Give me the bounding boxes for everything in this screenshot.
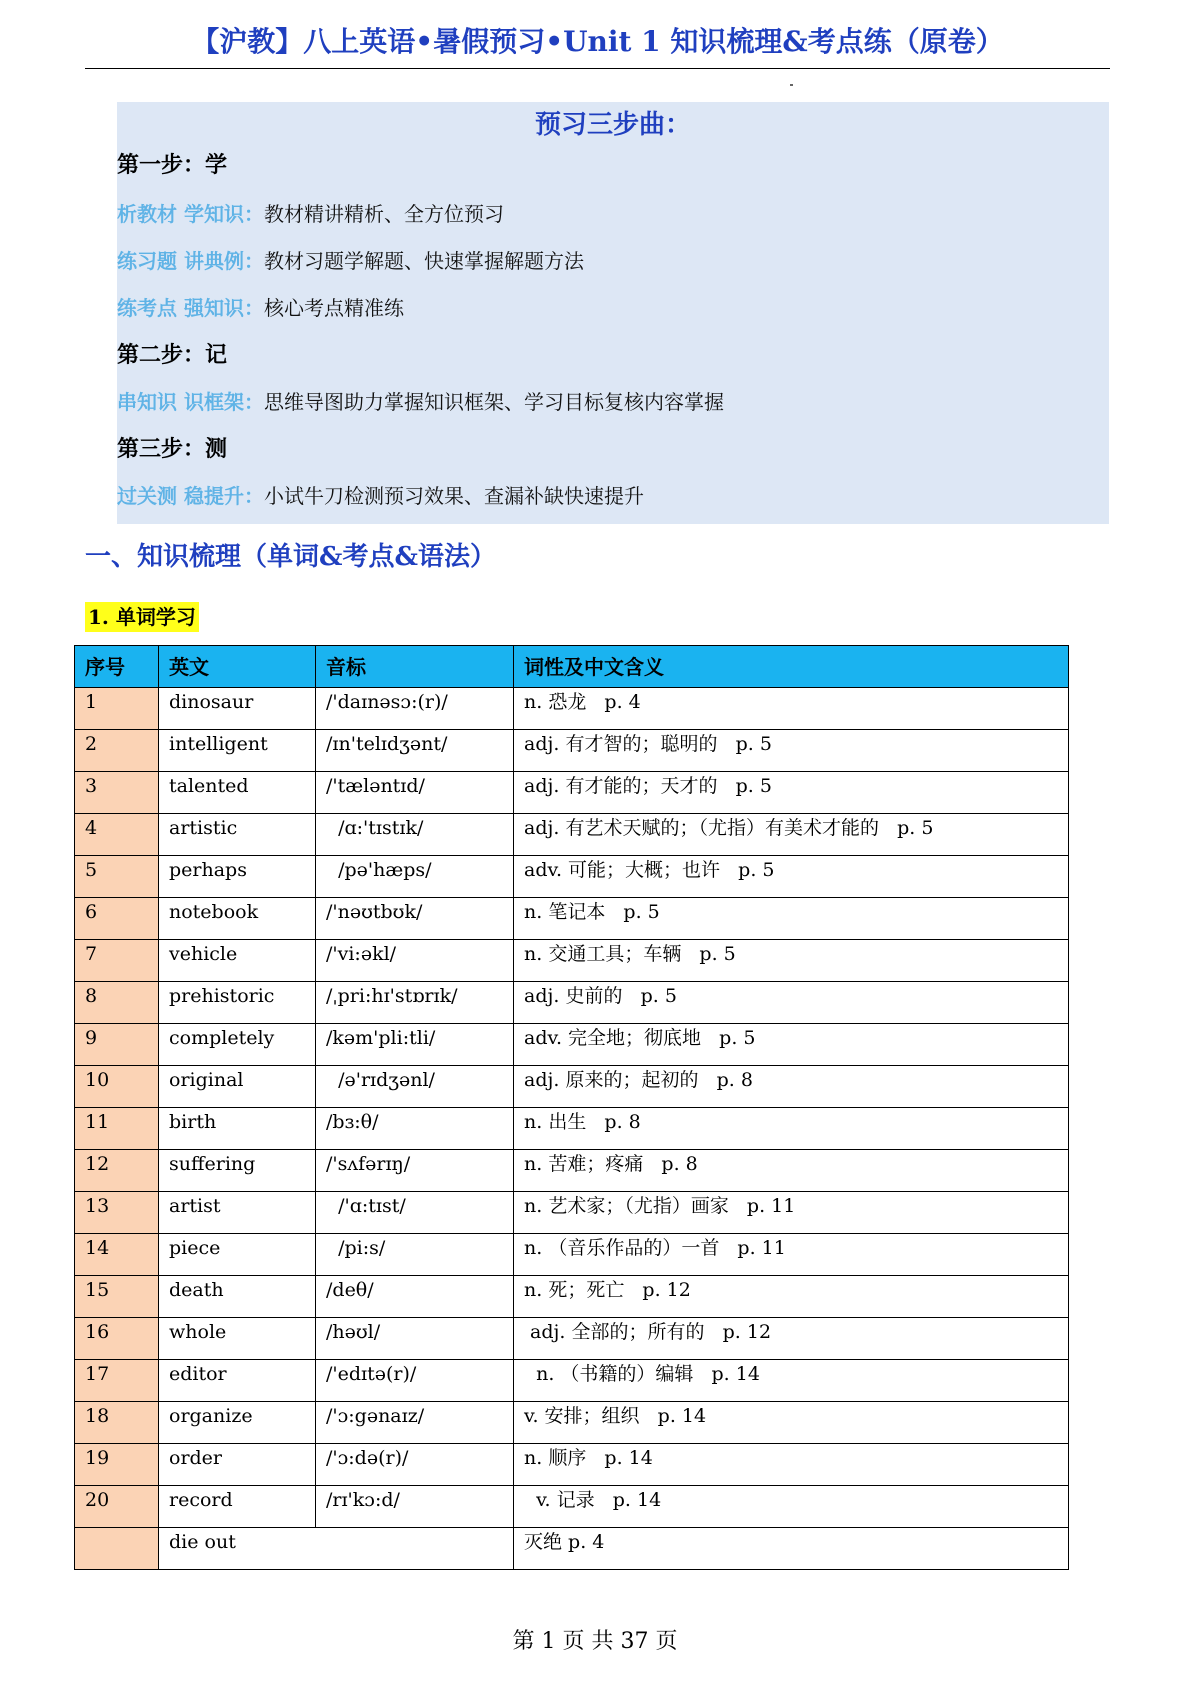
cell-phonetic: /rɪ'kɔ:d/	[316, 1486, 514, 1528]
cell-english: notebook	[159, 898, 316, 940]
cell-english: organize	[159, 1402, 316, 1444]
step-item-desc: 思维导图助力掌握知识框架、学习目标复核内容掌握	[263, 390, 724, 414]
cell-meaning: n. 苦难；疼痛 p. 8	[514, 1150, 1069, 1192]
cell-english: intelligent	[159, 730, 316, 772]
cell-meaning: n. 恐龙 p. 4	[514, 688, 1069, 730]
cell-english: suffering	[159, 1150, 316, 1192]
cell-meaning: adj. 史前的 p. 5	[514, 982, 1069, 1024]
steps-title: 预习三步曲：	[534, 110, 691, 140]
step-item-keyword: 析教材 学知识：	[117, 202, 264, 226]
cell-phonetic: /pə'hæps/	[316, 856, 514, 898]
cell-phonetic: /ə'rɪdʒənl/	[316, 1066, 514, 1108]
cell-meaning: v. 安排；组织 p. 14	[514, 1402, 1069, 1444]
cell-phonetic: /'ɔ:də(r)/	[316, 1444, 514, 1486]
table-row	[75, 772, 1069, 814]
table-row	[75, 1150, 1069, 1192]
cell-meaning: adv. 完全地；彻底地 p. 5	[514, 1024, 1069, 1066]
step-item	[117, 386, 724, 415]
table-row	[75, 940, 1069, 982]
cell-meaning: n. 顺序 p. 14	[514, 1444, 1069, 1486]
cell-meaning: adj. 原来的；起初的 p. 8	[514, 1066, 1069, 1108]
step-2-heading: 第二步：记	[117, 342, 228, 368]
cell-meaning: n. 交通工具；车辆 p. 5	[514, 940, 1069, 982]
vocabulary-table-body	[75, 688, 1069, 1570]
cell-meaning: n. 出生 p. 8	[514, 1108, 1069, 1150]
table-row	[75, 1486, 1069, 1528]
cell-meaning: 灭绝 p. 4	[514, 1528, 1069, 1570]
step-item	[117, 198, 504, 227]
cell-english: order	[159, 1444, 316, 1486]
cell-english: completely	[159, 1024, 316, 1066]
cell-meaning: n. 艺术家；（尤指）画家 p. 11	[514, 1192, 1069, 1234]
cell-phonetic: /'ɑ:tɪst/	[316, 1192, 514, 1234]
table-row	[75, 1234, 1069, 1276]
col-header-phonetic: 音标	[316, 646, 514, 688]
cell-no: 12	[75, 1150, 159, 1192]
cell-phonetic: /bɜ:θ/	[316, 1108, 514, 1150]
cell-phrase: die out	[159, 1528, 514, 1570]
cell-no: 13	[75, 1192, 159, 1234]
step-item	[117, 292, 404, 321]
cell-no: 19	[75, 1444, 159, 1486]
cell-english: record	[159, 1486, 316, 1528]
cell-meaning: v. 记录 p. 14	[514, 1486, 1069, 1528]
step-item-desc: 小试牛刀检测预习效果、查漏补缺快速提升	[263, 484, 644, 508]
cell-no: 18	[75, 1402, 159, 1444]
cell-phonetic: /'ɔ:gənaɪz/	[316, 1402, 514, 1444]
cell-meaning: adj. 有才智的；聪明的 p. 5	[514, 730, 1069, 772]
cell-english: perhaps	[159, 856, 316, 898]
cell-english: original	[159, 1066, 316, 1108]
cell-english: piece	[159, 1234, 316, 1276]
cell-no: 15	[75, 1276, 159, 1318]
cell-english: talented	[159, 772, 316, 814]
cell-phonetic: /'nəʊtbʊk/	[316, 898, 514, 940]
cell-phonetic: /həʊl/	[316, 1318, 514, 1360]
cell-no: 20	[75, 1486, 159, 1528]
table-row	[75, 1444, 1069, 1486]
cell-phonetic: /ɪn'telɪdʒənt/	[316, 730, 514, 772]
cell-no: 3	[75, 772, 159, 814]
step-item-keyword: 过关测 稳提升：	[117, 484, 264, 508]
cell-no: 8	[75, 982, 159, 1024]
table-row-phrase	[75, 1528, 1069, 1570]
cell-english: artistic	[159, 814, 316, 856]
stray-mark	[790, 84, 793, 86]
col-header-meaning: 词性及中文含义	[514, 646, 1069, 688]
table-row	[75, 1192, 1069, 1234]
cell-phonetic: /'edɪtə(r)/	[316, 1360, 514, 1402]
step-1-heading: 第一步：学	[117, 152, 228, 178]
cell-phonetic: /'vi:əkl/	[316, 940, 514, 982]
cell-english: prehistoric	[159, 982, 316, 1024]
table-row	[75, 1360, 1069, 1402]
step-3-heading: 第三步：测	[117, 436, 228, 462]
cell-phonetic: /deθ/	[316, 1276, 514, 1318]
table-row	[75, 1276, 1069, 1318]
preview-steps-box	[117, 102, 1109, 524]
cell-english: vehicle	[159, 940, 316, 982]
cell-no: 16	[75, 1318, 159, 1360]
cell-phonetic: /pi:s/	[316, 1234, 514, 1276]
cell-no: 7	[75, 940, 159, 982]
cell-phonetic: /'sʌfərɪŋ/	[316, 1150, 514, 1192]
table-row	[75, 1066, 1069, 1108]
cell-no: 9	[75, 1024, 159, 1066]
step-item-keyword: 练习题 讲典例：	[117, 249, 264, 273]
col-header-english: 英文	[159, 646, 316, 688]
table-row	[75, 730, 1069, 772]
cell-no: 17	[75, 1360, 159, 1402]
cell-no: 6	[75, 898, 159, 940]
cell-no: 5	[75, 856, 159, 898]
cell-no: 11	[75, 1108, 159, 1150]
cell-meaning: n. （书籍的）编辑 p. 14	[514, 1360, 1069, 1402]
vocabulary-table	[74, 645, 1069, 1570]
table-row	[75, 982, 1069, 1024]
cell-english: whole	[159, 1318, 316, 1360]
step-item-keyword: 串知识 识框架：	[117, 390, 264, 414]
cell-meaning: adj. 全部的；所有的 p. 12	[514, 1318, 1069, 1360]
cell-meaning: n. 笔记本 p. 5	[514, 898, 1069, 940]
cell-no: 10	[75, 1066, 159, 1108]
step-item	[117, 245, 584, 274]
page-number: 第 1 页 共 37 页	[512, 1629, 678, 1654]
cell-english: death	[159, 1276, 316, 1318]
cell-meaning: n. （音乐作品的）一首 p. 11	[514, 1234, 1069, 1276]
table-row	[75, 898, 1069, 940]
step-item	[117, 480, 644, 509]
cell-english: dinosaur	[159, 688, 316, 730]
cell-phonetic: /kəm'pli:tli/	[316, 1024, 514, 1066]
step-item-keyword: 练考点 强知识：	[117, 296, 264, 320]
table-row	[75, 1108, 1069, 1150]
cell-no	[75, 1528, 159, 1570]
cell-phonetic: /ˌpri:hɪ'stɒrɪk/	[316, 982, 514, 1024]
step-item-desc: 核心考点精准练	[263, 296, 404, 320]
cell-no: 1	[75, 688, 159, 730]
cell-meaning: adj. 有才能的；天才的 p. 5	[514, 772, 1069, 814]
step-item-desc: 教材精讲精析、全方位预习	[263, 202, 504, 226]
cell-phonetic: /'tæləntɪd/	[316, 772, 514, 814]
table-row	[75, 1402, 1069, 1444]
table-row	[75, 688, 1069, 730]
page-header: 【沪教】八上英语•暑假预习•Unit 1 知识梳理&考点练（原卷）	[85, 22, 1110, 69]
table-row	[75, 814, 1069, 856]
cell-english: editor	[159, 1360, 316, 1402]
cell-meaning: adj. 有艺术天赋的；（尤指）有美术才能的 p. 5	[514, 814, 1069, 856]
table-row	[75, 856, 1069, 898]
section-title: 一、知识梳理（单词&考点&语法）	[85, 542, 496, 572]
table-row	[75, 1318, 1069, 1360]
cell-english: birth	[159, 1108, 316, 1150]
cell-no: 2	[75, 730, 159, 772]
cell-phonetic: /ɑ:'tɪstɪk/	[316, 814, 514, 856]
cell-english: artist	[159, 1192, 316, 1234]
cell-meaning: n. 死；死亡 p. 12	[514, 1276, 1069, 1318]
cell-phonetic: /'daɪnəsɔ:(r)/	[316, 688, 514, 730]
step-item-desc: 教材习题学解题、快速掌握解题方法	[263, 249, 584, 273]
cell-meaning: adv. 可能；大概；也许 p. 5	[514, 856, 1069, 898]
subsection-title: 1. 单词学习	[85, 602, 199, 632]
cell-no: 14	[75, 1234, 159, 1276]
table-row	[75, 1024, 1069, 1066]
table-header-row	[75, 646, 1069, 688]
cell-no: 4	[75, 814, 159, 856]
col-header-no: 序号	[75, 646, 159, 688]
